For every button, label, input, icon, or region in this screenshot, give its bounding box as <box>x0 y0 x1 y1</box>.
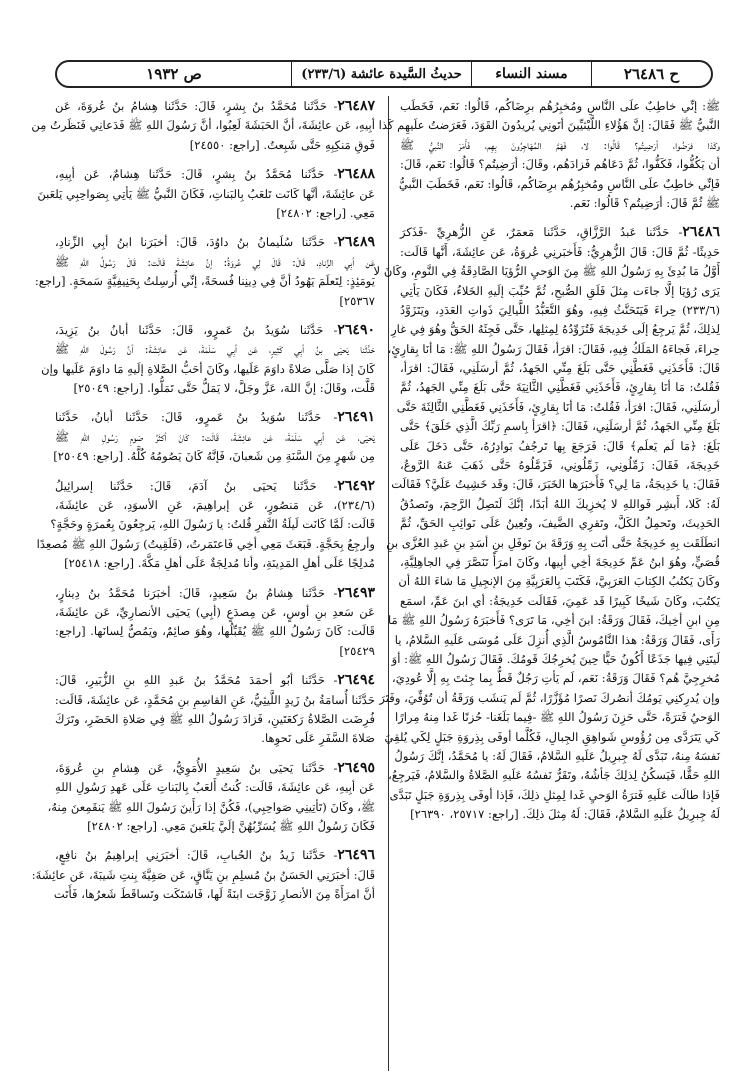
text-line <box>400 359 720 378</box>
hadith-text: صَلاةَ السَّفَرِ عَلَى نَحوِها. <box>261 731 375 746</box>
hadith-block <box>55 671 375 749</box>
text-line <box>55 496 375 515</box>
text-line <box>37 185 375 204</box>
hadith-text: أنَّ امرَأَةً مِنَ الأنصارِ زَوَّجَت ابنَةً لَها، فَاشتَكَت وتَساقَطَ شَعرُها، فَأَتَت <box>53 887 375 902</box>
hadith-block <box>31 97 375 155</box>
hadith-text: - حَدَّثَنا أبُو أحمَدَ مُحَمَّدُ بنُ عَبدِ اللهِ بنِ الزُّبَيرِ، قَالَ: <box>55 673 338 688</box>
text-line <box>55 671 375 690</box>
text-line <box>391 650 720 669</box>
text-line <box>55 778 375 797</box>
text-line <box>47 798 375 817</box>
text-line <box>400 495 720 514</box>
text-line <box>55 603 375 622</box>
hadith-text: ﷺ ثُمَّ قَالَ: أرَضِيتُم؟ قَالُوا: نَعَم. <box>569 195 720 210</box>
hadith-text: خَدِيجَةَ، فَقَالَ: زَمِّلُونِي، زَمِّلُونِي، فَزَمَّلُوهُ حَتَّى ذَهَبَ عَنهُ الرَّوعُ، <box>400 458 720 473</box>
hadith-text: فُرِضَت الصَّلاةُ رَكعَتَينِ، فَزادَ رَسُولُ اللهِ ﷺ فِي صَلاةِ الحَضَرِ، وتَرَكَ <box>55 711 375 726</box>
text-line <box>55 428 375 447</box>
hadith-block <box>55 408 375 466</box>
hadith-text: حَدَّثَنا يَحيَى بنُ أبِي كَثِيرٍ، عَن أبِي سَلَمَةَ، عَن عائِشَةَ: أنَّ رَسُولَ اللهِ ﷺ <box>55 342 375 357</box>
hadith-text: قَالَت: لَمَّا كَانَت لَيلَةُ النَّفرِ قُلتُ: يا رَسُولَ اللهِ، يَرجِعُونَ بِعُمرَةٍ وحَجَّةٍ؟ <box>50 517 375 532</box>
text-line <box>400 592 720 611</box>
header-hadith-number: ح ٢٦٤٨٦ <box>591 62 711 86</box>
hadith-text: أن يَكُفُّوا، فَكَفُّوا، ثُمَّ دَعَاهُم فَزادَهُم، وقَالَ: أرَضِيتُم؟ قَالُوا: نَعَم، قَالَ: <box>399 157 720 172</box>
hadith-number: ٢٦٤٩٠ <box>337 321 375 338</box>
text-line <box>396 398 720 417</box>
text-line <box>400 155 720 174</box>
hadith-text: قَالَ: فَأَخَذَنِي فَغَطَّنِي حَتَّى بَلَغَ مِنِّي الجَهدُ، ثُمَّ أرسَلَنِي، فَقَالَ: اقرَأ، <box>400 361 720 376</box>
text-line <box>400 553 720 572</box>
hadith-text: لِذلِكَ، ثُمَّ يَرجِعُ إلَى خَدِيجَةَ فَتُزَوِّدُهُ لِمِثلِها، حَتَّى فَجِئَهُ الحَقُّ وهُوَ فِي غارِ <box>391 322 720 337</box>
text-line <box>55 759 375 778</box>
hadith-text: ﷺ: إنِّي خاطِبٌ علَى النَّاسِ ومُخبِرُهُم برِضَاكُم، قَالُوا: نَعَم، فَخَطَب <box>400 99 720 113</box>
hadith-block <box>31 846 375 904</box>
hadith-block <box>34 233 375 311</box>
hadith-text: رَأَى، فَقَالَ وَرَقَةُ: هذا النَّامُوسُ الَّذِي أُنزِلَ عَلَى مُوسَى عَلَيهِ السَّلامُ، يا <box>394 632 720 647</box>
hadith-text: فَوقِ مَنكِبِهِ حَتَّى شَبِعتُ. [راجع: ٢٤٥٥٠] <box>189 137 375 152</box>
text-line <box>31 116 375 135</box>
text-line <box>400 194 720 213</box>
hadith-block <box>55 584 375 662</box>
left-column <box>31 97 375 914</box>
hadith-text: يَومَئِذٍ: لِتَعلَمَ يَهُودُ أنَّ فِي دِينِنا فُسحَةً، إنِّي أُرسِلتُ بِحَنِيفِيَّةٍ سَمحَةٍ. [راجع: <box>34 274 375 289</box>
header-page-number: ص ١٩٣٢ <box>146 65 202 83</box>
hadith-text: لَهُ جِبرِيلُ عَلَيهِ السَّلامُ، فَقَالَ: لَهُ مِثلَ ذلِكَ. [راجع: ٢٥٧١٧، ٢٦٣٩٠] <box>410 807 720 822</box>
hadith-block <box>41 321 375 399</box>
text-line <box>55 642 375 661</box>
text-line <box>400 223 720 242</box>
hadith-text: بَلَغَ: ﴿مَا لَم يَعلَم﴾ قَالَ: فَرَجَعَ بِها تَرجُفُ بَوادِرُهُ، حَتَّى دَخَلَ عَلَى <box>400 438 720 453</box>
text-line <box>391 320 720 339</box>
text-line <box>41 360 375 379</box>
hadith-number: ٢٦٤٩٦ <box>337 847 375 864</box>
text-line <box>36 535 375 554</box>
hadith-block <box>36 477 375 574</box>
header-section-title: حديثُ السَّيدة عائشة (٢٣٣/٦) <box>291 62 471 86</box>
hadith-text: نَفسَهُ مِنهُ، تَبَدَّى لَهُ جِبرِيلُ عَلَيهِ السَّلامُ، فَقَالَ لَهُ: يا مُحَمَّدُ، إنَّكَ رَسُولُ <box>394 748 720 763</box>
hadith-text: وأرجِعُ بِحَجَّةٍ. فَبَعَثَ مَعِي أخِي فَاعتَمَرتُ، (فَلَقِيتُ) رَسُولَ اللهِ ﷺ مُصعِدًا <box>36 536 375 551</box>
text-line <box>55 710 375 729</box>
text-line <box>55 97 375 116</box>
text-line <box>400 282 720 301</box>
hadith-text: أرسَلَنِي، فَقَالَ: اقرَأ، فَقُلتُ: مَا أنَا بِقارِئٍ، فَأَخَذَنِي فَغَطَّنِي الثَّالِثَةَ حَتَّى <box>396 399 720 414</box>
text-line <box>400 97 720 116</box>
hadith-text: يَرَى رُؤيَا إلَّا جاءَت مِثلَ فَلَقِ الصُّبحِ، ثُمَّ حُبِّبَ إلَيهِ الخَلاءُ، فَكَانَ يَأتِي <box>400 283 720 298</box>
hadith-text: فَقَالَ: يا خَدِيجَةُ، مَا لِي؟ فَأَخبَرَها الخَبَرَ، قَالَ: وقَد خَشِيتُ عَلَيَّ؟ فَقَالَت <box>391 477 720 492</box>
hadith-text: كَي يَتَرَدَّى مِن رُؤُوسِ شَواهِقِ الجِبالِ، فَكُلَّما أوفَى بِذِروَةِ جَبَلٍ لِكَي يُلقِيَ <box>384 729 720 744</box>
text-line <box>55 165 375 184</box>
text-line <box>373 262 720 281</box>
hadith-text: حِراءَ، فَجاءَهُ المَلَكُ فِيهِ، فَقَالَ: اقرَأ، فَقَالَ رَسُولُ اللهِ ﷺ: مَا أنَا بِقارِئٍ، <box>387 341 720 356</box>
hadith-text: مُخرِجِيَّ هُم؟ فَقَالَ وَرَقَةُ: نَعَم، لَم يَأتِ رَجُلٌ قَطُّ بِما جِئتَ بِهِ إلَّا عُودِيَ، <box>391 671 720 686</box>
right-column <box>373 97 720 834</box>
hadith-text: أبِيهِ، عَن عائِشَةَ، أنَّ الحَبَشَةَ لَعِبُوا، أنَّ رَسُولَ اللهِ ﷺ فَدَعانِي فَنَظَرتُ مِن <box>31 118 375 133</box>
hadith-block <box>47 759 375 837</box>
text-line <box>55 408 375 427</box>
hadith-text: قَلَّت، وقَالَ: إنَّ اللهَ، عَزَّ وجَلَّ، لا يَمَلُّ حَتَّى تَمَلُّوا. [راجع: ٢٥٠٤٩] <box>73 381 375 396</box>
text-line <box>400 378 720 397</box>
text-line <box>384 728 720 747</box>
text-line <box>55 554 375 573</box>
hadith-text: ﷺ، وكَانَ (تَأتِينِي صَواحِبِي)، فَكُنَّ إذا رَأَينَ رَسُولَ اللهِ ﷺ يَنقَمِعنَ مِنهُ، <box>47 799 375 814</box>
text-line <box>55 817 375 836</box>
text-line <box>55 136 375 155</box>
hadith-text: (٢٣٤/٦)، عَن مَنصُورٍ، عَن إبراهِيمَ، عَنِ الأسوَدِ، عَن عائِشَةَ، <box>55 498 375 513</box>
hadith-text: حَدِيثًا- ثُمَّ قَالَ: قَالَ الزُّهرِيُّ: فَأَخبَرنِي عُروَةُ، عَن عائِشَةَ، أَنَّها قَالَت: <box>400 244 720 259</box>
hadith-text: ٢٥٣٦٧] <box>339 293 375 308</box>
text-line <box>55 477 375 496</box>
text-line <box>55 846 375 865</box>
text-line <box>55 204 375 223</box>
hadith-text: - حَدَّثَنا سُوَيدُ بنُ عَمرٍو، قَالَ: حَدَّثَنا أبانُ بنُ يَزِيدَ، <box>55 322 338 337</box>
text-line <box>388 766 720 785</box>
text-line <box>55 321 375 340</box>
text-line <box>55 885 375 904</box>
text-line <box>400 437 720 456</box>
hadith-text: فَإذا طالَت عَلَيهِ فَترَةُ الوَحيِ غَدا لِمِثلِ ذلِكَ، فَإذا أوفَى بِذِروَةِ جَبَلٍ تَبَدَّى <box>389 787 720 802</box>
hadith-text: - حَدَّثَنا سُوَيدُ بنُ عَمرٍو، قَالَ: حَدَّثَنا أبانُ، حَدَّثَنا <box>55 410 338 425</box>
hadith-text: - حَدَّثَنا مُحَمَّدُ بنُ بِشرٍ، قَالَ: حَدَّثَنا هِشامٌ، عَن أبِيهِ، <box>55 167 338 182</box>
text-line <box>400 136 720 155</box>
hadith-number: ٢٦٤٨٨ <box>337 166 375 183</box>
text-line <box>55 292 375 311</box>
hadith-text: - حَدَّثَنا مُحَمَّدُ بنُ بِشرٍ، قَالَ: حَدَّثَنا هِشامُ بنُ عُروَةَ، عَن <box>55 99 338 113</box>
text-line <box>389 786 720 805</box>
text-line <box>391 475 720 494</box>
text-line <box>31 866 375 885</box>
hadith-text: (٢٣٣/٦) حِراءَ فَيَتَحَنَّثُ فِيهِ، وهُوَ التَّعَبُّدُ اللَّيالِيَ ذَواتِ العَدَدِ، ويَتَزَوَّدُ <box>400 302 720 317</box>
text-line <box>34 272 375 291</box>
header-book-title: مسند النساء <box>471 62 591 86</box>
text-line <box>400 514 720 533</box>
hadith-text: - حَدَّثَنا عَبدُ الرَّزَّاقِ، حَدَّثَنا مَعمَرٌ، عَنِ الزُّهرِيِّ -فَذَكرَ <box>400 225 683 240</box>
hadith-text: النَّبيُّ ﷺ فَقَالَ: إنَّ هَؤُلاءِ اللَّيْثيِّينَ أتَونِي يُريدُونَ القَوَدَ، فَعَرَضتُ علَيهِم كَذا <box>378 118 720 133</box>
text-line <box>55 233 375 252</box>
hadith-number: ٢٦٤٩٢ <box>337 477 375 494</box>
text-line <box>55 340 375 359</box>
text-line <box>55 253 375 272</box>
hadith-text: قُصَيٍّ، وهُوَ ابنُ عَمِّ خَدِيجَةَ أخِي أبِيها، وكَانَ امرَأً تَنَصَّرَ فِي الجاهِلِيَّةِ، <box>400 554 720 569</box>
hadith-number: ٢٦٤٨٩ <box>337 234 375 251</box>
hadith-number: ٢٦٤٩٥ <box>337 759 375 776</box>
hadith-text: قَالَت: كَانَ رَسُولُ اللهِ ﷺ يُقَبِّلُها، وهُوَ صائِمٌ، ويَمُصُّ لِسانَها. [راجع: <box>55 624 375 639</box>
hadith-text: فَقُلتُ: مَا أنَا بِقارِئٍ، فَأَخَذَنِي فَغَطَّنِي الثَّانِيَةَ حَتَّى بَلَغَ مِنِّي الجَهدُ، ثُمَّ <box>400 380 720 395</box>
text-line <box>50 515 375 534</box>
text-line <box>55 379 375 398</box>
hadith-text: وكَذا فرَضُوا، أرَضِيتُم؟ قَالُوا: لا، فَهَمَّ المُهَاجِرُونَ بِهِم، فَأَمَرَ النَّبيُّ ﷺ <box>400 137 720 152</box>
hadith-text: أَوَّلُ مَا بُدِئَ بِهِ رَسُولُ اللهِ ﷺ مِنَ الوَحيِ الرُّؤيَا الصَّادِقَةُ فِي النَّومِ، وكَانَ لا <box>373 264 720 279</box>
text-line <box>386 534 720 553</box>
hadith-text: - حَدَّثَنا سُلَيمانُ بنُ داوُدَ، قَالَ: أخبَرَنا ابنُ أبِي الزِّنادِ، <box>55 235 338 250</box>
text-line <box>400 805 720 824</box>
hadith-text: مِنِ ابنِ أخِيكَ، فَقَالَ وَرَقَةُ: ابنَ أخِي، مَا تَرَى؟ فَأَخبَرَهُ رَسُولُ اللهِ ﷺ مَا <box>388 613 720 628</box>
hadith-text: الوَحيُ فَترَةً، حَتَّى حَزِنَ رَسُولُ اللهِ ﷺ -فِيما بَلَغَنا- حُزنًا غَدا مِنهُ مِرارًا <box>394 710 720 725</box>
hadith-text: - حَدَّثَنا يَحيَى بنُ سَعِيدٍ الأُمَوِيُّ، عَن هِشامِ بنِ عُروَةَ، <box>55 760 338 775</box>
text-line <box>400 417 720 436</box>
hadith-number: ٢٦٤٩٣ <box>337 584 375 601</box>
text-line <box>400 243 720 262</box>
hadith-text: لَهُ: كَلا، أَبشِر فَواللهِ لا يُخزِيكَ اللهُ أبَدًا، إنَّكَ لَتَصِلُ الرَّحِمَ، وتَصدُقُ <box>400 496 720 511</box>
hadith-text: عَن أبِيهِ، عَن عائِشَةَ، قَالَت: كُنتُ أَلعَبُ بِالبَناتِ عَلَى عَهدِ رَسُولِ اللهِ <box>55 780 375 795</box>
hadith-text: مِن شَهرٍ مِنَ السَّنَةِ مِن شَعبانَ، فَإنَّهُ كَانَ يَصُومُهُ كُلَّهُ. [راجع: ٢٥٠٤٩] <box>53 449 375 464</box>
hadith-text: يَكتُبَ، وكَانَ شَيخًا كَبِيرًا قَد عَمِيَ، فَقَالَت خَدِيجَةُ: أي ابنَ عَمِّ، اسمَع <box>400 593 720 608</box>
hadith-text: لَيتَنِي فِيها جَذَعًا أَكُونُ حَيًّا حِينَ يُخرِجُكَ قَومُكَ. فَقَالَ رَسُولُ اللهِ ﷺ: أوَ <box>391 651 720 666</box>
hadith-text: اللهِ حَقًّا، فَيَسكُنُ لِذلِكَ جَأشُهُ، وتَقَرُّ نَفسُهُ عَلَيهِ الصَّلاةُ والسَّلامُ، فَيَرجِعُ، <box>388 768 720 783</box>
page-header <box>55 60 713 88</box>
hadith-text: انطَلَقَت بِهِ خَدِيجَةُ حَتَّى أتَت بِهِ وَرَقَةَ بنَ نَوفَلِ بنِ أسَدِ بنِ عَبدِ العُزَّى بنِ <box>386 535 720 550</box>
hadith-text: فَإنِّي خاطِبٌ علَى النَّاسِ ومُخبِرُهُم برِضَاكُم، قَالُوا: نَعَم، فَخَطَبَ النَّبيُّ <box>398 176 720 191</box>
text-line <box>55 729 375 748</box>
text-line <box>387 340 720 359</box>
hadith-text: بَلَغَ مِنِّي الجَهدُ، ثُمَّ أرسَلَنِي، فَقَالَ: ﴿اقرَأ بِاسمِ رَبِّكَ الَّذِي خَلَقَ﴾ حَتَّى <box>400 419 720 434</box>
hadith-text: وإن يُدرِكنِي يَومُكَ أنصُركَ نَصرًا مُؤَزَّرًا، ثُمَّ لَم يَنشَب وَرَقَةُ أن تُوُفِّيَ، وفَتَرَ <box>379 690 720 705</box>
hadith-text: عَن عائِشَةَ، أنَّها كَانَت تَلعَبُ بِالبَناتِ، فَكَانَ النَّبيُّ ﷺ يَأتِي بِصَواحِبِي يَلعَبنَ <box>37 186 375 201</box>
text-line <box>378 116 720 135</box>
text-line <box>394 708 720 727</box>
hadith-text: مَعِي. [راجع: ٢٤٨٠٢] <box>276 205 375 220</box>
hadith-text: عَن سَعدِ بنِ أوسٍ، عَن مِصدَعٍ (أبِي) يَحيَى الأنصارِيِّ، عَن عائِشَةَ، <box>55 604 375 619</box>
text-line <box>388 611 720 630</box>
hadith-text: - حَدَّثَنا هِشامُ بنُ سَعِيدٍ، قَالَ: أخبَرَنا مُحَمَّدُ بنُ دِينارٍ، <box>55 585 338 600</box>
hadith-text: قَالَ: أخبَرَنِي الحَسَنُ بنُ مُسلِمِ بنِ يَنَّاقٍ، عَن صَفِيَّةَ بِنتِ شَيبَةَ، عَن عائِشَةَ: <box>31 867 375 882</box>
text-line <box>394 631 720 650</box>
hadith-block <box>373 223 720 824</box>
hadith-block <box>378 97 720 213</box>
column-divider <box>388 96 389 1071</box>
text-line <box>55 691 375 710</box>
hadith-text: فَكَانَ رَسُولُ اللهِ ﷺ يُسَرِّبُهُنَّ إلَيَّ يَلعَبنَ مَعِي. [راجع: ٢٤٨٠٢] <box>87 818 375 833</box>
hadith-text: الحَدِيثَ، وتَحمِلُ الكَلَّ، وتَقرِي الضَّيفَ، وتُعِينُ عَلَى نَوائِبِ الحَقِّ، ثُمَّ <box>400 516 720 531</box>
hadith-text: مُدلِجًا عَلَى أهلِ المَدِينَةِ، وأنا مُدلِجَةٌ عَلَى أهلِ مَكَّةَ. [راجع: ٢٥٤١٨] <box>64 556 375 571</box>
hadith-text: حَدَّثَنا أُسامَةُ بنُ زَيدٍ اللَّيثِيُّ، عَنِ القاسِمِ بنِ مُحَمَّدٍ، عَن عائِشَةَ، قَالَت: <box>54 692 375 707</box>
text-line <box>55 584 375 603</box>
text-line <box>55 447 375 466</box>
hadith-text: عَن أبِي الزِّنادِ، قَالَ: قَالَ لِي عُروَةُ: إنَّ عائِشَةَ قَالَت: قَالَ رَسُولُ اللهِ ﷺ <box>55 254 375 269</box>
text-line <box>400 572 720 591</box>
hadith-number: ٢٦٤٩٤ <box>337 672 375 689</box>
hadith-number: ٢٦٤٩١ <box>337 409 375 426</box>
hadith-number: ٢٦٤٨٧ <box>337 98 375 114</box>
hadith-text: - حَدَّثَنا يَحيَى بنُ آدَمَ، قَالَ: حَدَّثَنا إسرائِيلُ <box>55 478 338 493</box>
hadith-number: ٢٦٤٨٦ <box>682 224 720 241</box>
text-line <box>391 669 720 688</box>
hadith-text: ٢٥٤٢٩] <box>339 643 375 658</box>
text-line <box>394 747 720 766</box>
hadith-text: كَانَ إذا صَلَّى صَلاةً داوَمَ عَلَيها، وكَانَ أحَبُّ الصَّلاةِ إلَيهِ مَا داوَمَ عَلَيها وإن <box>41 361 375 376</box>
text-line <box>400 456 720 475</box>
hadith-block <box>37 165 375 223</box>
hadith-text: يَحيَى، عَن أبِي سَلَمَةَ، عَن عائِشَةَ، قَالَت: كَانَ أكثَرُ صَومِ رَسُولِ اللهِ ﷺ <box>55 429 375 444</box>
text-line <box>400 175 720 194</box>
text-line <box>379 689 720 708</box>
text-line <box>400 301 720 320</box>
text-line <box>55 622 375 641</box>
hadith-text: - حَدَّثَنا زَيدُ بنُ الحُبابِ، قَالَ: أخبَرَنِي إبراهِيمُ بنُ نافِعٍ، <box>55 848 338 863</box>
hadith-text: وكَانَ يَكتُبُ الكِتابَ العَرَبِيَّ، فَكَتَبَ بِالعَرَبِيَّةِ مِنَ الإنجِيلِ مَا شاءَ اللهُ أن <box>398 574 720 589</box>
